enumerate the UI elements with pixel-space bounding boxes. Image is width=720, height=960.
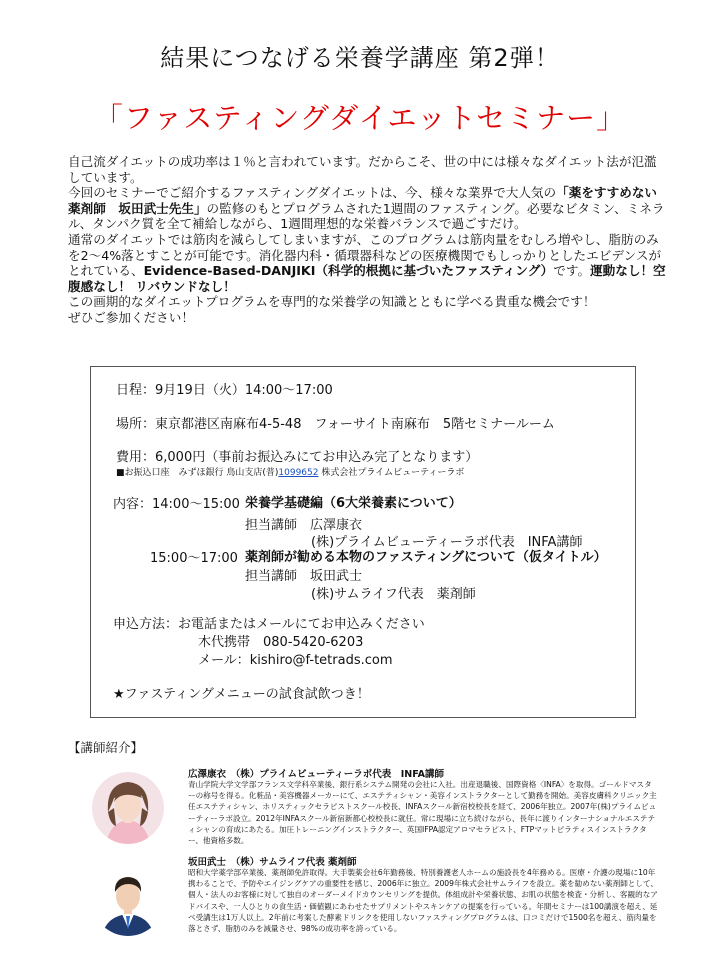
intro-text-span: 今回のセミナーでご紹介するファスティングダイエットは、今、様々な業界で大人気の — [68, 185, 557, 201]
event-place: 場所：東京都港区南麻布4-5-48 フォーサイト南麻布 5階セミナールーム — [116, 417, 555, 432]
speaker1-photo — [92, 772, 164, 844]
intro-text — [68, 154, 668, 326]
lecture1-instructor: 担当講師 広澤康衣 — [245, 518, 363, 533]
seminar-title: 「ファスティングダイエットセミナー」 — [93, 101, 627, 135]
lecture2-org: (株)サムライフ代表 薬剤師 — [311, 587, 476, 602]
intro-paragraph — [68, 185, 668, 232]
lecture2-time: 15:00～17:00 — [150, 551, 238, 566]
woman-portrait-icon — [92, 772, 164, 844]
lecture2-instructor: 担当講師 坂田武士 — [245, 569, 363, 584]
speaker2-heading: 坂田武士 （株）サムライフ代表 薬剤師 — [188, 857, 357, 868]
intro-paragraph — [68, 232, 668, 294]
event-date: 日程：9月19日（火）14:00～17:00 — [116, 383, 333, 398]
event-fee: 費用：6,000円（事前お振込みにてお申込み完了となります） — [116, 450, 479, 465]
content-label: 内容：14:00～15:00 — [113, 497, 240, 512]
lecture1-title: 栄養学基礎編（6大栄養素について） — [245, 496, 462, 511]
bank-account-label: ■お振込口座 みずほ銀行 鳥山支店(普) — [116, 468, 279, 478]
man-portrait-icon — [92, 864, 164, 936]
speaker2-bio: 昭和大学薬学部卒業後、薬剤師免許取得。大手製薬会社6年勤務後、特別養護老人ホームの施設長を4年務める。医療・介護の現場に10年携わることで、予防やエイジングケアの重要性を感じ、2006年に独立。2009年株式会社サムライフを設立。薬を勧めない薬剤師として、個人・法人のお客様に対して独自のオーダーメイドカウンセリングを提供。体組成計や栄養状態、お肌の状態を検査・分析し、客観的なアドバイスや、一人ひとりの食生活・価値観にあわせたサプリメントやスキンケアの提案を行っている。年間セミナーは100講演を超え、延べ受講生は1万人以上。2年前に考案した酵素ドリンクを使用しないファスティングプログラムは、口コミだけで1500名を超え、筋肉量を落とさず、脂肪のみを減量させ、98%の成功率を誇っている。 — [188, 868, 659, 934]
apply-phone: 木代携帯 080-5420-6203 — [198, 635, 364, 650]
intro-text-span: の監修のもとプログラムされた1週間のファスティング。必要なビタミン、ミネラル、タンパク質を全て補給しながら、1週間理想的な栄養バランスで過ごすだけ。 — [68, 200, 665, 232]
speakers-heading: 【講師紹介】 — [68, 740, 144, 755]
intro-text-span: 通常のダイエットでは筋肉を減らしてしまいますが、このプログラムは筋肉量をむしろ増やし、脂肪のみを2～4%落とすことが可能です。消化器内科・循環器科などの医療機関でもしっかりとしたエビデンスがとれている、 — [68, 231, 662, 279]
intro-highlight: 運動なし！空腹感なし！ リバウンドなし！ — [68, 263, 666, 294]
speaker2-photo — [92, 864, 164, 936]
speaker1-bio: 青山学院大学文学部フランス文学科卒業後、銀行系システム開発の会社に入社。出産退職後、国際資格〈INFA〉を取得。ゴールドマスターの称号を得る。化粧品・美容機器メーカーにて、エステティシャン・美容インストラクターとして勤務を開始。美容皮膚科クリニック主任エステティシャン、ホリスティックセラピストスクール校長、INFAスクール新宿校校長を経て、2006年独立。2007年(株)プライムビューティーラボ設立。2012年INFAスクール新宿新都心校校長に就任。常に現場に立ち続けながら、長年に渡りインターナショナルエステティシャンの育成にあたる。加圧トレーニングインストラクター、英国IFPA認定アロマセラピスト、FTPマットピラティスインストラクター、他資格多数。 — [188, 780, 657, 846]
apply-mail: メール：kishiro@f-tetrads.com — [198, 653, 393, 668]
intro-text-span: です。 — [553, 263, 591, 279]
intro-paragraph: この画期的なダイエットプログラムを専門的な栄養学の知識とともに学べる貴重な機会です！ — [68, 294, 596, 310]
intro-highlight: 「薬をすすめない薬剤師 坂田武士先生」 — [68, 185, 658, 216]
apply-method: 申込方法：お電話またはメールにてお申込みください — [113, 617, 425, 632]
bank-account — [116, 465, 464, 478]
bank-account-holder: 株式会社プライムビューティーラボ — [318, 468, 465, 478]
intro-highlight: Evidence‐Based‐DANJIKI（科学的根拠に基づいたファスティング） — [143, 263, 554, 279]
intro-paragraph: 自己流ダイエットの成功率は１％と言われています。だからこそ、世の中には様々なダイエット法が氾濫しています。 — [68, 154, 657, 185]
speaker1-heading: 広澤康衣 （株）プライムビューティーラボ代表 INFA講師 — [188, 769, 444, 780]
bank-account-number[interactable]: 1099652 — [278, 468, 319, 478]
event-info-box — [90, 366, 636, 718]
tasting-note: ★ファスティングメニューの試食試飲つき！ — [113, 687, 370, 702]
intro-paragraph: ぜひご参加ください！ — [68, 309, 194, 325]
lecture1-org: (株)プライムビューティーラボ代表 INFA講師 — [311, 535, 583, 550]
page-title: 結果につなげる栄養学講座 第2弾！ — [160, 44, 560, 72]
lecture2-title: 薬剤師が勧める本物のファスティングについて（仮タイトル） — [245, 550, 607, 565]
